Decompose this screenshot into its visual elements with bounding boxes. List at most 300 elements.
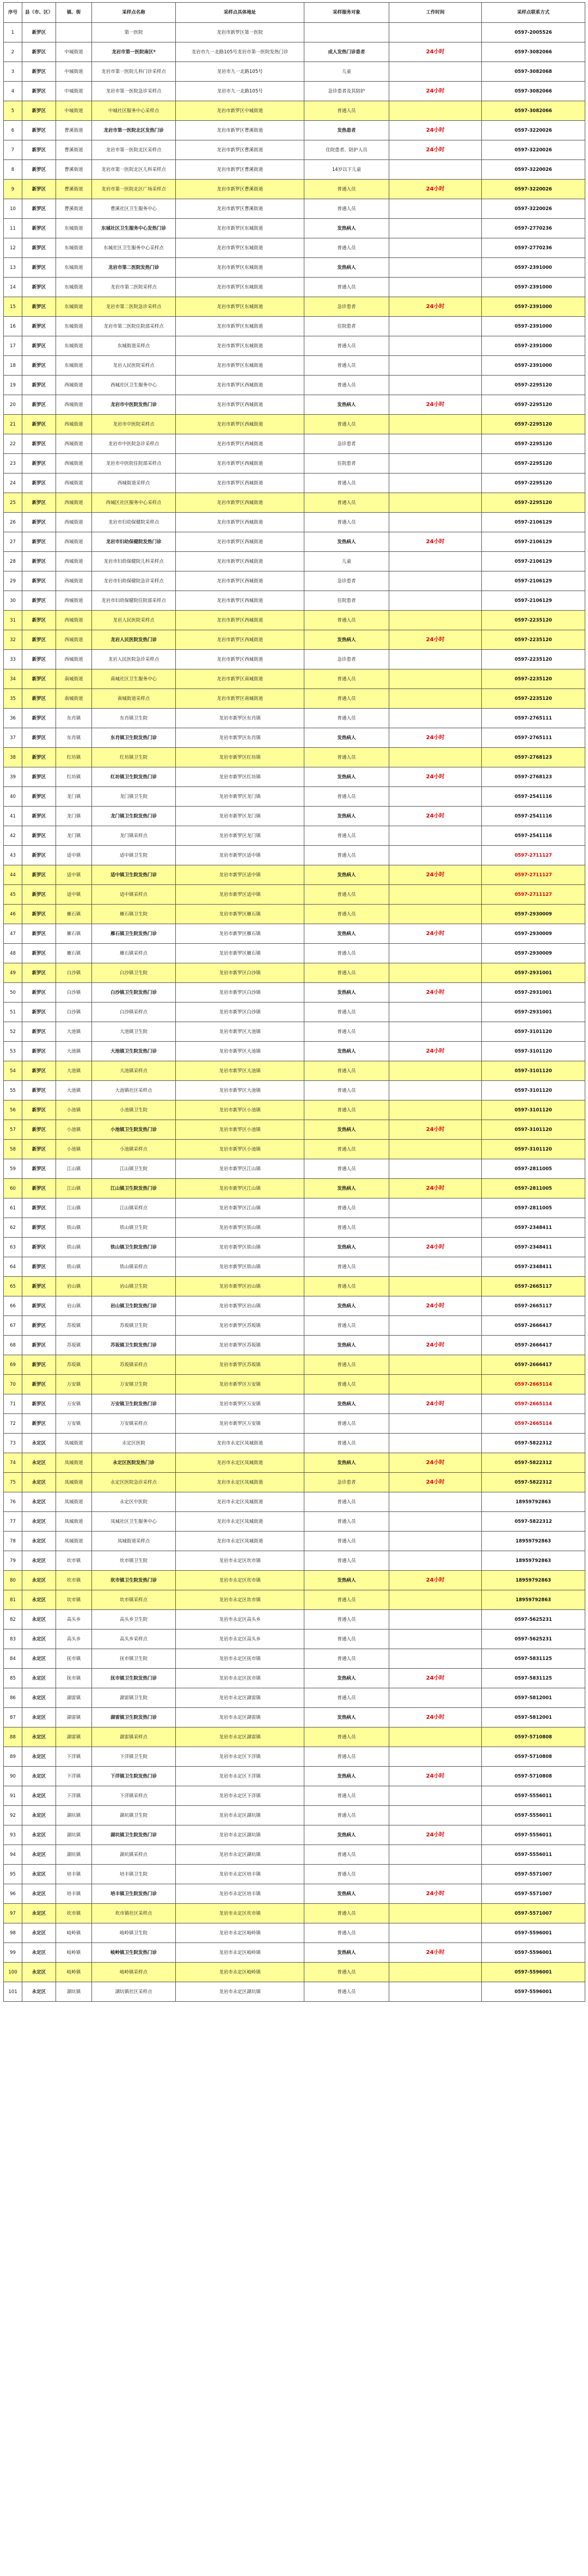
row-town: 雁石镇 xyxy=(56,944,92,963)
row-contact: 0597-2295120 xyxy=(482,434,585,454)
row-district: 新罗区 xyxy=(22,1022,56,1042)
row-district: 永定区 xyxy=(22,1767,56,1786)
row-seq: 85 xyxy=(4,1669,22,1688)
row-address: 龙岩市新罗区东城街道 xyxy=(176,219,304,238)
table-row xyxy=(4,1747,585,1767)
row-service-target: 14岁以下儿童 xyxy=(304,160,389,180)
row-seq: 71 xyxy=(4,1394,22,1414)
row-contact: 0597-5571007 xyxy=(482,1884,585,1904)
row-address: 龙岩市永定区下洋镇 xyxy=(176,1747,304,1767)
row-work-hours: 24小时 xyxy=(389,767,482,787)
row-contact: 0597-2768123 xyxy=(482,767,585,787)
row-contact: 0597-2541116 xyxy=(482,787,585,807)
row-site-name: 东肖镇卫生院发热门诊 xyxy=(92,728,176,748)
row-seq: 61 xyxy=(4,1198,22,1218)
row-address: 龙岩市新罗区铁山镇 xyxy=(176,1238,304,1257)
table-row xyxy=(4,1571,585,1590)
row-work-hours xyxy=(389,1845,482,1865)
row-district: 永定区 xyxy=(22,1453,56,1473)
row-district: 新罗区 xyxy=(22,121,56,140)
table-row xyxy=(4,728,585,748)
row-address: 龙岩市新罗区西城街道 xyxy=(176,650,304,669)
row-seq: 57 xyxy=(4,1120,22,1140)
row-town: 湖坑镇 xyxy=(56,1825,92,1845)
table-row xyxy=(4,1669,585,1688)
row-service-target: 普通人员 xyxy=(304,415,389,434)
row-service-target: 发热病人 xyxy=(304,1825,389,1845)
table-row xyxy=(4,1159,585,1179)
row-service-target: 普通人员 xyxy=(304,1747,389,1767)
table-row xyxy=(4,317,585,336)
row-site-name: 岐岭镇卫生院 xyxy=(92,1923,176,1943)
row-site-name: 龙岩市中医院住院部采样点 xyxy=(92,454,176,474)
row-site-name: 抚市镇卫生院发热门诊 xyxy=(92,1669,176,1688)
row-address: 龙岩市永定区湖雷镇 xyxy=(176,1727,304,1747)
row-seq: 6 xyxy=(4,121,22,140)
row-district: 新罗区 xyxy=(22,1316,56,1336)
row-work-hours xyxy=(389,1257,482,1277)
row-address: 龙岩市永定区湖雷镇 xyxy=(176,1708,304,1727)
row-district: 永定区 xyxy=(22,1610,56,1630)
row-address: 龙岩市新罗区南城街道 xyxy=(176,669,304,689)
row-town: 岩山镇 xyxy=(56,1296,92,1316)
row-address: 龙岩市永定区凤城街道 xyxy=(176,1512,304,1532)
table-row xyxy=(4,1630,585,1649)
row-seq: 51 xyxy=(4,1003,22,1022)
table-row xyxy=(4,611,585,630)
table-row xyxy=(4,336,585,356)
row-contact: 0597-2931001 xyxy=(482,983,585,1003)
row-address: 龙岩市新罗区西城街道 xyxy=(176,395,304,415)
row-work-hours xyxy=(389,552,482,571)
row-district: 新罗区 xyxy=(22,23,56,42)
row-contact: 0597-2391000 xyxy=(482,336,585,356)
row-address: 龙岩市新罗区白沙镇 xyxy=(176,1003,304,1022)
row-work-hours xyxy=(389,258,482,278)
row-seq: 89 xyxy=(4,1747,22,1767)
table-row xyxy=(4,944,585,963)
row-site-name: 南城社区卫生服务中心 xyxy=(92,669,176,689)
row-seq: 7 xyxy=(4,140,22,160)
table-row xyxy=(4,807,585,826)
row-work-hours xyxy=(389,669,482,689)
row-address: 龙岩市新罗区东城街道 xyxy=(176,356,304,376)
row-work-hours xyxy=(389,336,482,356)
row-work-hours: 24小时 xyxy=(389,1238,482,1257)
row-address: 龙岩市永定区湖坑镇 xyxy=(176,1982,304,2002)
row-town: 铁山镇 xyxy=(56,1238,92,1257)
row-work-hours xyxy=(389,944,482,963)
row-service-target: 普通人员 xyxy=(304,1727,389,1747)
row-contact: 0597-2768123 xyxy=(482,748,585,767)
row-town: 凤城街道 xyxy=(56,1512,92,1532)
row-town: 江山镇 xyxy=(56,1159,92,1179)
row-seq: 23 xyxy=(4,454,22,474)
row-site-name: 白沙镇卫生院发热门诊 xyxy=(92,983,176,1003)
row-work-hours: 24小时 xyxy=(389,1042,482,1061)
row-district: 永定区 xyxy=(22,1473,56,1492)
row-work-hours xyxy=(389,23,482,42)
row-seq: 5 xyxy=(4,101,22,121)
row-address: 龙岩市新罗区西城街道 xyxy=(176,532,304,552)
row-work-hours: 24小时 xyxy=(389,297,482,317)
table-row xyxy=(4,1923,585,1943)
row-contact: 0597-2666417 xyxy=(482,1316,585,1336)
row-address: 龙岩市新罗区大池镇 xyxy=(176,1022,304,1042)
row-district: 新罗区 xyxy=(22,82,56,101)
row-district: 新罗区 xyxy=(22,258,56,278)
row-town: 大池镇 xyxy=(56,1042,92,1061)
row-site-name: 龙岩市第二医院住院部采样点 xyxy=(92,317,176,336)
row-site-name: 龙岩人民医院采样点 xyxy=(92,356,176,376)
row-seq: 34 xyxy=(4,669,22,689)
row-site-name: 雁石镇采样点 xyxy=(92,944,176,963)
row-seq: 21 xyxy=(4,415,22,434)
row-seq: 27 xyxy=(4,532,22,552)
row-address: 龙岩市新罗区大池镇 xyxy=(176,1081,304,1101)
row-service-target: 普通人员 xyxy=(304,1414,389,1434)
row-seq: 19 xyxy=(4,376,22,395)
row-seq: 17 xyxy=(4,336,22,356)
seq-header: 序号 xyxy=(4,3,22,23)
row-service-target: 儿童 xyxy=(304,62,389,82)
row-town: 抚市镇 xyxy=(56,1669,92,1688)
row-district: 新罗区 xyxy=(22,591,56,611)
row-work-hours xyxy=(389,591,482,611)
row-site-name: 岩山镇卫生院 xyxy=(92,1277,176,1296)
row-district: 新罗区 xyxy=(22,62,56,82)
row-work-hours: 24小时 xyxy=(389,1767,482,1786)
row-address: 龙岩市新罗区雁石镇 xyxy=(176,924,304,944)
row-site-name: 培丰镇卫生院发热门诊 xyxy=(92,1884,176,1904)
row-work-hours: 24小时 xyxy=(389,728,482,748)
row-site-name: 龙岩市第一医院北区儿科采样点 xyxy=(92,160,176,180)
row-seq: 43 xyxy=(4,846,22,865)
row-district: 新罗区 xyxy=(22,748,56,767)
row-work-hours: 24小时 xyxy=(389,1120,482,1140)
row-seq: 93 xyxy=(4,1825,22,1845)
row-contact: 0597-5812001 xyxy=(482,1708,585,1727)
table-row xyxy=(4,630,585,650)
row-district: 新罗区 xyxy=(22,611,56,630)
row-site-name: 曹溪社区卫生服务中心 xyxy=(92,199,176,219)
row-contact: 0597-2930009 xyxy=(482,924,585,944)
table-row xyxy=(4,1414,585,1434)
row-district: 新罗区 xyxy=(22,1355,56,1375)
row-work-hours xyxy=(389,317,482,336)
row-town: 岩山镇 xyxy=(56,1277,92,1296)
row-site-name: 龙门镇采样点 xyxy=(92,826,176,846)
row-seq: 11 xyxy=(4,219,22,238)
row-district: 新罗区 xyxy=(22,532,56,552)
row-site-name: 湖坑镇卫生院发热门诊 xyxy=(92,1825,176,1845)
row-district: 新罗区 xyxy=(22,42,56,62)
table-row xyxy=(4,1257,585,1277)
row-district: 新罗区 xyxy=(22,1140,56,1159)
row-address: 龙岩市新罗区适中镇 xyxy=(176,846,304,865)
row-seq: 52 xyxy=(4,1022,22,1042)
table-row xyxy=(4,1003,585,1022)
table-row xyxy=(4,709,585,728)
row-contact: 0597-5596001 xyxy=(482,1982,585,2002)
row-work-hours xyxy=(389,1532,482,1551)
row-contact: 0597-5625231 xyxy=(482,1610,585,1630)
row-work-hours xyxy=(389,1865,482,1884)
table-row xyxy=(4,219,585,238)
row-site-name: 龙岩市妇幼保健院儿科采样点 xyxy=(92,552,176,571)
row-work-hours: 24小时 xyxy=(389,1336,482,1355)
table-row xyxy=(4,1512,585,1532)
row-seq: 48 xyxy=(4,944,22,963)
row-site-name: 岐岭镇卫生院发热门诊 xyxy=(92,1943,176,1963)
row-work-hours xyxy=(389,787,482,807)
table-row xyxy=(4,297,585,317)
table-row xyxy=(4,474,585,493)
row-town: 龙门镇 xyxy=(56,787,92,807)
row-site-name: 龙岩市妇幼保健院发热门诊 xyxy=(92,532,176,552)
row-address: 龙岩市永定区湖坑镇 xyxy=(176,1806,304,1825)
table-row xyxy=(4,552,585,571)
row-work-hours xyxy=(389,1316,482,1336)
table-row xyxy=(4,846,585,865)
row-town: 湖坑镇 xyxy=(56,1845,92,1865)
row-district: 新罗区 xyxy=(22,1120,56,1140)
row-contact: 0597-2295120 xyxy=(482,395,585,415)
row-site-name: 红坊镇卫生院 xyxy=(92,748,176,767)
row-work-hours: 24小时 xyxy=(389,140,482,160)
row-contact: 0597-2391000 xyxy=(482,278,585,297)
row-service-target: 发热病人 xyxy=(304,1120,389,1140)
row-service-target: 普通人员 xyxy=(304,1590,389,1610)
row-service-target: 急诊患者及其陪护 xyxy=(304,82,389,101)
row-work-hours: 24小时 xyxy=(389,1394,482,1414)
row-district: 新罗区 xyxy=(22,1061,56,1081)
row-work-hours: 24小时 xyxy=(389,1825,482,1845)
table-row xyxy=(4,1688,585,1708)
row-address: 龙岩市永定区下洋镇 xyxy=(176,1786,304,1806)
table-row xyxy=(4,1081,585,1101)
row-contact: 0597-2005526 xyxy=(482,23,585,42)
row-site-name: 万安镇卫生院 xyxy=(92,1375,176,1394)
row-site-name: 铁山镇卫生院 xyxy=(92,1218,176,1238)
row-site-name: 湖坑镇卫生院 xyxy=(92,1806,176,1825)
row-site-name: 大池镇卫生院发热门诊 xyxy=(92,1042,176,1061)
row-site-name: 湖雷镇采样点 xyxy=(92,1727,176,1747)
table-row xyxy=(4,1061,585,1081)
row-contact: 0597-5571007 xyxy=(482,1865,585,1884)
row-contact: 0597-5596001 xyxy=(482,1943,585,1963)
row-address: 龙岩市新罗区大池镇 xyxy=(176,1042,304,1061)
row-site-name: 下洋镇采样点 xyxy=(92,1786,176,1806)
row-town: 坎市镇 xyxy=(56,1590,92,1610)
table-row xyxy=(4,787,585,807)
row-contact: 0597-2295120 xyxy=(482,474,585,493)
row-site-name: 东城社区卫生服务中心发热门诊 xyxy=(92,219,176,238)
row-town: 抚市镇 xyxy=(56,1649,92,1669)
row-site-name: 第一医院 xyxy=(92,23,176,42)
row-town: 东城街道 xyxy=(56,317,92,336)
row-contact: 0597-2348411 xyxy=(482,1218,585,1238)
row-service-target: 普通人员 xyxy=(304,199,389,219)
row-work-hours xyxy=(389,1806,482,1825)
row-contact: 0597-2665114 xyxy=(482,1414,585,1434)
table-row xyxy=(4,1394,585,1414)
row-district: 新罗区 xyxy=(22,317,56,336)
row-contact: 0597-3101120 xyxy=(482,1081,585,1101)
row-town: 下洋镇 xyxy=(56,1747,92,1767)
row-site-name: 龙岩市第二医院发热门诊 xyxy=(92,258,176,278)
row-town: 曹溪街道 xyxy=(56,180,92,199)
row-district: 永定区 xyxy=(22,1532,56,1551)
row-service-target: 普通人员 xyxy=(304,1061,389,1081)
row-work-hours: 24小时 xyxy=(389,924,482,944)
row-contact: 0597-2811005 xyxy=(482,1159,585,1179)
row-site-name: 小池镇卫生院 xyxy=(92,1101,176,1120)
row-seq: 75 xyxy=(4,1473,22,1492)
row-town: 湖雷镇 xyxy=(56,1708,92,1727)
row-work-hours xyxy=(389,160,482,180)
table-row xyxy=(4,1434,585,1453)
row-district: 新罗区 xyxy=(22,1414,56,1434)
row-seq: 45 xyxy=(4,885,22,905)
row-seq: 96 xyxy=(4,1884,22,1904)
row-contact: 0597-2711127 xyxy=(482,846,585,865)
table-row xyxy=(4,1453,585,1473)
row-address: 龙岩市新罗区苏坂镇 xyxy=(176,1355,304,1375)
row-contact: 0597-5556011 xyxy=(482,1786,585,1806)
row-contact: 0597-3101120 xyxy=(482,1120,585,1140)
row-town: 东肖镇 xyxy=(56,709,92,728)
row-seq: 65 xyxy=(4,1277,22,1296)
row-work-hours: 24小时 xyxy=(389,807,482,826)
row-seq: 3 xyxy=(4,62,22,82)
row-address: 龙岩市新罗区第一医院 xyxy=(176,23,304,42)
table-row xyxy=(4,748,585,767)
row-town: 下洋镇 xyxy=(56,1767,92,1786)
row-seq: 76 xyxy=(4,1492,22,1512)
row-seq: 67 xyxy=(4,1316,22,1336)
row-seq: 95 xyxy=(4,1865,22,1884)
row-town: 岐岭镇 xyxy=(56,1943,92,1963)
row-district: 新罗区 xyxy=(22,434,56,454)
row-contact: 0597-2295120 xyxy=(482,493,585,513)
table-row xyxy=(4,1610,585,1630)
row-address: 龙岩市新罗区西城街道 xyxy=(176,513,304,532)
row-seq: 74 xyxy=(4,1453,22,1473)
row-work-hours: 24小时 xyxy=(389,1453,482,1473)
row-seq: 41 xyxy=(4,807,22,826)
row-work-hours xyxy=(389,1786,482,1806)
row-work-hours xyxy=(389,1277,482,1296)
table-row xyxy=(4,395,585,415)
row-contact: 0597-2235120 xyxy=(482,669,585,689)
row-contact: 0597-2665114 xyxy=(482,1375,585,1394)
row-town: 湖雷镇 xyxy=(56,1727,92,1747)
row-town: 大池镇 xyxy=(56,1022,92,1042)
row-service-target: 普通人员 xyxy=(304,669,389,689)
row-contact: 0597-3101120 xyxy=(482,1140,585,1159)
row-work-hours xyxy=(389,474,482,493)
row-work-hours xyxy=(389,493,482,513)
row-work-hours xyxy=(389,1923,482,1943)
row-service-target: 发热病人 xyxy=(304,807,389,826)
table-row xyxy=(4,1218,585,1238)
row-town: 凤城街道 xyxy=(56,1434,92,1453)
row-site-name: 凤城社区卫生服务中心 xyxy=(92,1512,176,1532)
row-seq: 14 xyxy=(4,278,22,297)
table-row xyxy=(4,1786,585,1806)
row-seq: 28 xyxy=(4,552,22,571)
row-site-name: 高头乡采样点 xyxy=(92,1630,176,1649)
row-service-target: 发热病人 xyxy=(304,1669,389,1688)
row-work-hours xyxy=(389,1512,482,1532)
row-site-name: 苏坂镇卫生院发热门诊 xyxy=(92,1336,176,1355)
row-service-target: 发热病人 xyxy=(304,630,389,650)
row-seq: 32 xyxy=(4,630,22,650)
row-town: 西城街道 xyxy=(56,474,92,493)
row-town: 西城街道 xyxy=(56,376,92,395)
row-site-name: 永定区医院 xyxy=(92,1434,176,1453)
row-town: 苏坂镇 xyxy=(56,1336,92,1355)
row-work-hours xyxy=(389,1982,482,2002)
row-seq: 1 xyxy=(4,23,22,42)
row-service-target: 普通人员 xyxy=(304,336,389,356)
row-service-target: 发热病人 xyxy=(304,767,389,787)
row-address: 龙岩市新罗区岩山镇 xyxy=(176,1277,304,1296)
row-seq: 22 xyxy=(4,434,22,454)
row-site-name: 东肖镇卫生院 xyxy=(92,709,176,728)
row-service-target: 发热病人 xyxy=(304,395,389,415)
row-town: 西城街道 xyxy=(56,493,92,513)
row-seq: 55 xyxy=(4,1081,22,1101)
row-town: 大池镇 xyxy=(56,1081,92,1101)
row-contact: 0597-2106129 xyxy=(482,552,585,571)
row-work-hours: 24小时 xyxy=(389,395,482,415)
row-site-name: 东城社区卫生服务中心采样点 xyxy=(92,238,176,258)
row-work-hours xyxy=(389,963,482,983)
row-district: 新罗区 xyxy=(22,571,56,591)
row-work-hours xyxy=(389,1492,482,1512)
row-site-name: 抚市镇卫生院 xyxy=(92,1649,176,1669)
row-contact: 0597-3220026 xyxy=(482,199,585,219)
table-row xyxy=(4,180,585,199)
row-service-target: 发热病人 xyxy=(304,1571,389,1590)
row-town: 西城街道 xyxy=(56,415,92,434)
row-contact: 0597-3220026 xyxy=(482,160,585,180)
row-work-hours xyxy=(389,611,482,630)
table-row xyxy=(4,1296,585,1316)
row-district: 新罗区 xyxy=(22,1081,56,1101)
row-contact: 0597-2666417 xyxy=(482,1355,585,1375)
row-town: 东城街道 xyxy=(56,356,92,376)
row-service-target: 普通人员 xyxy=(304,1845,389,1865)
row-contact: 0597-2235120 xyxy=(482,611,585,630)
row-address: 龙岩市新罗区西城街道 xyxy=(176,591,304,611)
row-contact: 0597-2711127 xyxy=(482,885,585,905)
table-row xyxy=(4,434,585,454)
row-district: 永定区 xyxy=(22,1551,56,1571)
row-seq: 72 xyxy=(4,1414,22,1434)
row-site-name: 岐岭镇采样点 xyxy=(92,1963,176,1982)
row-work-hours xyxy=(389,62,482,82)
row-seq: 54 xyxy=(4,1061,22,1081)
row-seq: 42 xyxy=(4,826,22,846)
row-work-hours xyxy=(389,1355,482,1375)
row-work-hours xyxy=(389,1727,482,1747)
row-site-name: 红坊镇卫生院发热门诊 xyxy=(92,767,176,787)
row-contact: 18959792863 xyxy=(482,1532,585,1551)
row-district: 新罗区 xyxy=(22,1179,56,1198)
